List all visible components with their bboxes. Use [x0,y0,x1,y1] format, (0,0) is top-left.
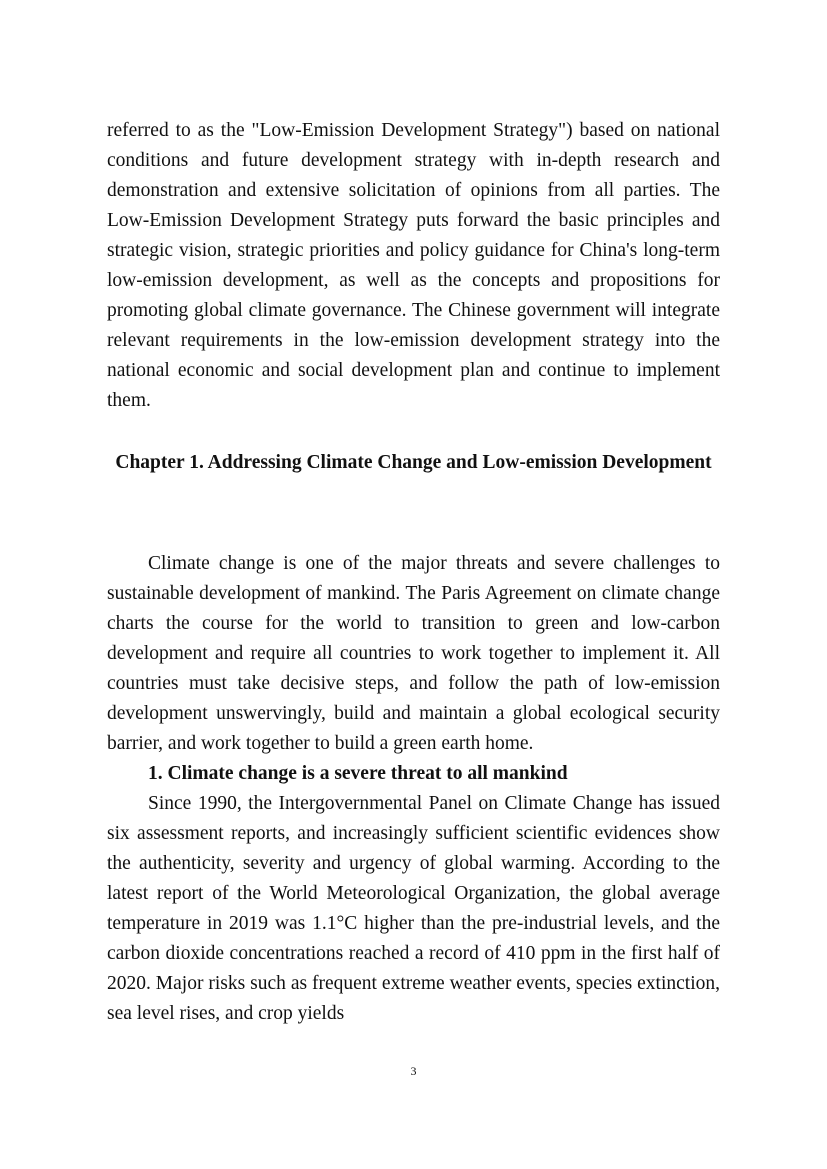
page-number: 3 [410,1064,417,1078]
chapter-heading: Chapter 1. Addressing Climate Change and Low-emission Development [115,452,712,473]
climate-change-paragraph: Climate change is one of the major threats and severe challenges to sustainable development of mankind. The Paris Agreement on climate change charts the course for the world to transition to green and low-carbon development and require all countries to work together to implement it. All countries must take decisive steps, and follow the path of low-emission development unswervingly, build and maintain a global ecological security barrier, and work together to build a green earth home. [107,553,720,754]
intro-paragraph: referred to as the "Low-Emission Development Strategy") based on national conditions and future development strategy with in-depth research and demonstration and extensive solicitation of opinions from all parties. The Low-Emission Development Strategy puts forward the basic principles and strategic vision, strategic priorities and policy guidance for China's long-term low-emission development, as well as the concepts and propositions for promoting global climate governance. The Chinese government will integrate relevant requirements in the low-emission development strategy into the national economic and social development plan and continue to implement them. [107,120,720,411]
ipcc-paragraph: Since 1990, the Intergovernmental Panel on Climate Change has issued six assessment reports, and increasingly sufficient scientific evidences show the authenticity, severity and urgency of global warming. According to the latest report of the World Meteorological Organization, the global average temperature in 2019 was 1.1°C higher than the pre-industrial levels, and the carbon dioxide concentrations reached a record of 410 ppm in the first half of 2020. Major risks such as frequent extreme weather events, species extinction, sea level rises, and crop yields [107,793,720,1024]
section-heading: 1. Climate change is a severe threat to all mankind [148,763,568,784]
